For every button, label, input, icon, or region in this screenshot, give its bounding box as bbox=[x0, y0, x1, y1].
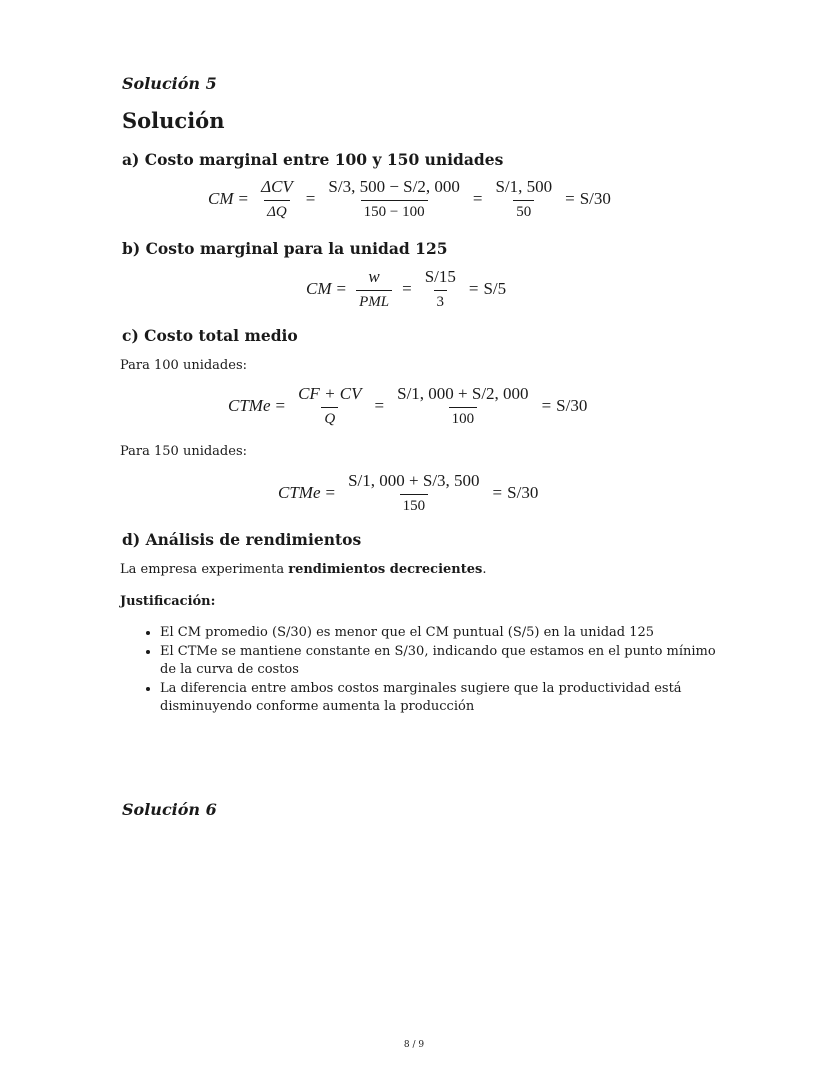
eq-c1-result: S/30 bbox=[556, 396, 588, 416]
eq-b-frac1-numerator: w bbox=[368, 267, 380, 286]
list-item: • El CM promedio (S/30) es menor que el CM puntual (S/5) en la unidad 125 bbox=[160, 624, 730, 643]
eq-b-lhs: CM bbox=[306, 279, 332, 299]
eq-a-frac1-denominator: ΔQ bbox=[264, 200, 290, 221]
eq-c1-frac1-numerator: CF + CV bbox=[298, 384, 362, 403]
justification-list bbox=[120, 624, 730, 717]
eq-a-fraction-3 bbox=[492, 178, 555, 220]
eq-c2-result: S/30 bbox=[507, 483, 539, 503]
part-c-intro-150: Para 150 unidades: bbox=[120, 444, 247, 459]
eq-b-result: S/5 bbox=[483, 279, 507, 299]
eq-a-fraction-1 bbox=[258, 178, 296, 220]
part-a-heading: a) Costo marginal entre 100 y 150 unidades bbox=[122, 150, 504, 169]
eq-a-frac2-denominator: 150 − 100 bbox=[361, 200, 428, 221]
eq-c2-frac-numerator: S/1, 000 + S/3, 500 bbox=[348, 471, 480, 490]
section-heading-solution-6: Solución 6 bbox=[122, 800, 217, 819]
eq-c1-frac1-denominator: Q bbox=[321, 407, 338, 428]
eq-b-frac2-denominator: 3 bbox=[434, 290, 448, 311]
justification-label: Justificación: bbox=[120, 594, 216, 609]
eq-a-frac3-numerator: S/1, 500 bbox=[495, 177, 553, 196]
eq-c1-fraction-2 bbox=[394, 385, 531, 427]
eq-a-frac3-denominator: 50 bbox=[513, 200, 534, 221]
part-b-heading: b) Costo marginal para la unidad 125 bbox=[122, 239, 448, 258]
part-c-heading: c) Costo total medio bbox=[122, 326, 298, 345]
page-title: Solución bbox=[122, 108, 225, 133]
list-item: • El CTMe se mantiene constante en S/30, indicando que estamos en el punto mínimo de la curva de costos bbox=[160, 643, 730, 680]
eq-b-frac1-denominator: PML bbox=[356, 290, 392, 311]
eq-b-frac2-numerator: S/15 bbox=[424, 267, 456, 286]
part-d-conclusion bbox=[120, 562, 486, 577]
equation-average-cost-150: CTMe = $\frac{S/1, 000 + S/3, 500}{150}$ = S/30 bbox=[278, 471, 539, 514]
conclusion-prefix: La empresa experimenta bbox=[120, 562, 289, 577]
eq-b-fraction-2 bbox=[422, 268, 459, 310]
eq-c1-frac2-numerator: S/1, 000 + S/2, 000 bbox=[397, 384, 529, 403]
section-heading-solution-5: Solución 5 bbox=[122, 74, 217, 93]
eq-c1-lhs: CTMe bbox=[228, 396, 271, 416]
eq-a-fraction-2 bbox=[325, 178, 462, 220]
eq-c1-fraction-1 bbox=[295, 385, 364, 427]
part-d-heading: d) Análisis de rendimientos bbox=[122, 530, 362, 549]
conclusion-bold: rendimientos decrecientes bbox=[288, 562, 483, 577]
eq-b-fraction-1 bbox=[356, 268, 392, 310]
eq-c2-fraction bbox=[345, 472, 482, 514]
list-item: • La diferencia entre ambos costos marginales sugiere que la productividad está disminuyendo conforme aumenta la producción bbox=[160, 680, 730, 717]
eq-c2-lhs: CTMe bbox=[278, 483, 321, 503]
eq-a-result: S/30 bbox=[579, 189, 611, 209]
equation-average-cost-100: CTMe = $\frac{CF + CV}{Q}$ = $\frac{S/1, 000 + S/2, 000}{100}$ = S/30 bbox=[228, 384, 588, 427]
conclusion-suffix: . bbox=[482, 562, 487, 577]
eq-a-frac1-numerator: ΔCV bbox=[261, 177, 293, 196]
part-c-intro-100: Para 100 unidades: bbox=[120, 358, 247, 373]
equation-marginal-cost-unit: CM = $\frac{w}{\text{PML}}$ = $\frac{S/15}{3}$ = S/5 bbox=[306, 267, 507, 310]
eq-c2-frac-denominator: 150 bbox=[400, 494, 429, 515]
eq-a-frac2-numerator: S/3, 500 − S/2, 000 bbox=[328, 177, 460, 196]
page-number: 8 / 9 bbox=[403, 1040, 425, 1050]
eq-c1-frac2-denominator: 100 bbox=[449, 407, 478, 428]
equation-marginal-cost-range: CM = $\frac{\text{ΔCV}}{\Delta Q}$ = $\frac{S/3, 500 - S/2, 000}{150 - 100}$ = $\frac{S/1, 500}{50}$ = S/30 bbox=[208, 177, 611, 220]
eq-a-lhs: CM bbox=[208, 189, 234, 209]
